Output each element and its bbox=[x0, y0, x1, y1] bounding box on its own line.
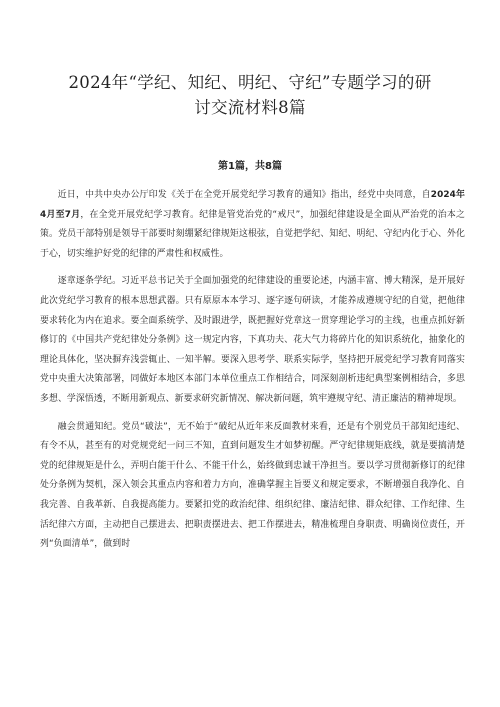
section-heading: 第1篇，共8篇 bbox=[218, 161, 282, 172]
paragraph-2: 逐章逐条学纪。习近平总书记关于全面加强党的纪律建设的重要论述，内涵丰富、博大精深，是开展好此次党纪学习教育的根本思想武器。只有原原本本学习、逐字逐句研读，才能养成遵规守纪的自觉，把他律要求转化为内在追求。要全面系统学、及时跟进学，既把握好党章这一贯穿理论学习的主线，也重点抓好新修订的《中国共产党纪律处分条例》这一规定内容，下真功夫、花大气力将碎片化的知识系统化，抽象化的理论具体化，坚决摒弃浅尝辄止、一知半解。要深入思考学、联系实际学，坚持把开展党纪学习教育同落实党中央重大决策部署，同做好本地区本部门本单位重点工作相结合，同深刻剖析违纪典型案例相结合，多思多想、学深悟透，不断用新观点、新要求研究新情况、解决新问题，筑牢遵规守纪、清正廉洁的精神堤坝。 bbox=[40, 276, 465, 404]
title-line-1: 2024年“学纪、知纪、明纪、守纪”专题学习的研 bbox=[68, 73, 432, 92]
document-title bbox=[40, 70, 460, 120]
paragraph-1-date-range: 2024年4月至7月 bbox=[40, 190, 465, 220]
title-line-2: 讨交流材料8篇 bbox=[194, 98, 306, 117]
paragraph-1 bbox=[40, 186, 465, 264]
paragraph-1-text-a: 近日，中共中央办公厅印发《关于在全党开展党纪学习教育的通知》指出，经党中央同意，自 bbox=[57, 190, 431, 200]
paragraph-3: 融会贯通知纪。党员“破法”，无不始于“破纪从近年来反面教材来看，还是有个别党员干部知纪违纪、有令不从，甚至有的对党规党纪一问三不知，直到问题发生才如梦初醒。严守纪律规矩底线，就是要搞清楚党的纪律规矩是什么，弄明白能干什么、不能干什么，始终做到忠诚干净担当。要以学习贯彻新修订的纪律处分条例为契机，深入领会其重点内容和着力方向，准确掌握主旨要义和规定要求，不断增强自我净化、自我完善、自我革新、自我提高能力。要紧扣党的政治纪律、组织纪律、廉洁纪律、群众纪律、工作纪律、生活纪律六方面，主动把自己摆进去、把职责摆进去、把工作摆进去，精准梳理自身职责、明确岗位责任，开列“负面清单”，做到时 bbox=[40, 421, 465, 550]
document-body bbox=[40, 186, 465, 563]
paragraph-1-text-b: ，在全党开展党纪学习教育。纪律是管党治党的“戒尺”，加强纪律建设是全面从严治党的治本之策。党员干部特别是领导干部要时刻绷紧纪律规矩这根弦，自觉把学纪、知纪、明纪、守纪内化于心、外化于心，切实维护好党的纪律的严肃性和权威性。 bbox=[40, 209, 465, 259]
